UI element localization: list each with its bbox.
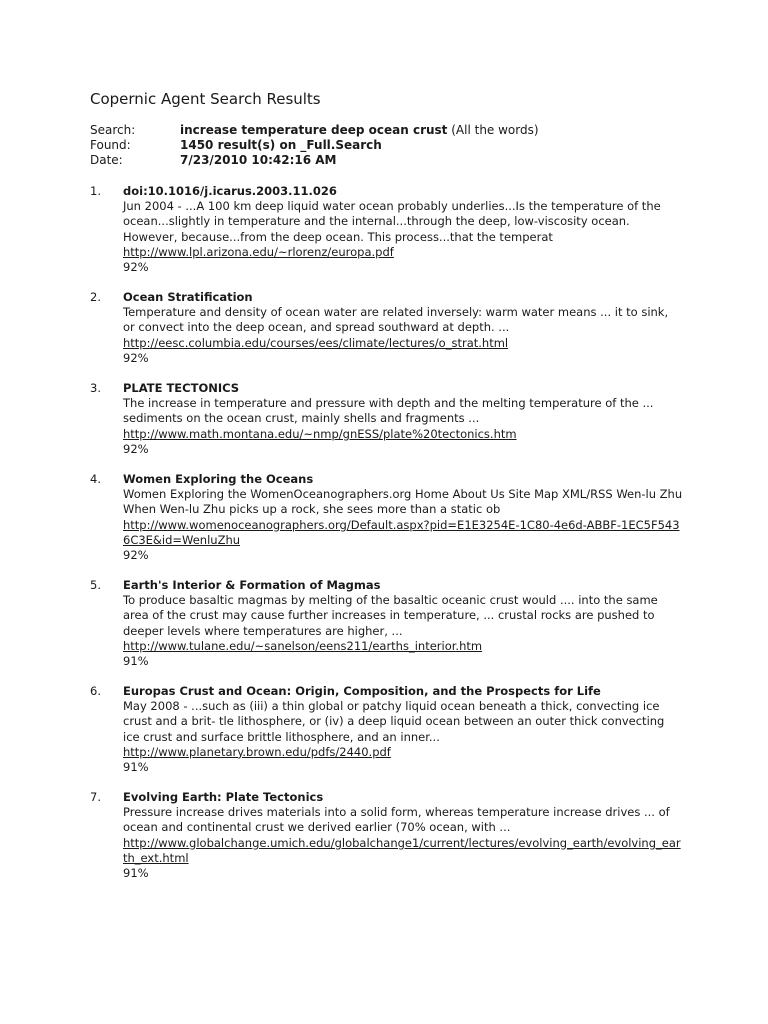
search-meta: [90, 123, 539, 168]
result-snippet: The increase in temperature and pressure with depth and the melting temperature of the ... sediments on the ocean crust, mainly shells and fragments ...: [123, 396, 654, 426]
result-score: 92%: [123, 260, 149, 275]
found-count: 1450 result(s) on _Full.Search: [180, 138, 382, 152]
date-row: [90, 153, 539, 168]
result-title: Evolving Earth: Plate Tectonics: [123, 790, 324, 804]
result-item: [90, 184, 683, 275]
result-snippet: Women Exploring the WomenOceanographers.org Home About Us Site Map XML/RSS Wen-lu Zhu When Wen-lu Zhu picks up a rock, she sees more than a static ob: [123, 487, 683, 517]
result-title: Women Exploring the Oceans: [123, 472, 314, 486]
result-number: 1.: [90, 184, 101, 198]
result-url-link[interactable]: http://www.tulane.edu/~sanelson/eens211/earths_interior.htm: [123, 638, 483, 653]
result-body: [123, 684, 683, 775]
result-body: [123, 578, 683, 669]
result-snippet: Pressure increase drives materials into a solid form, whereas temperature increase drives ... of ocean and continental crust we derived earlier (70% ocean, with ...: [123, 805, 670, 835]
found-label: Found:: [90, 138, 131, 152]
result-body: [123, 472, 683, 563]
result-score: 92%: [123, 350, 149, 365]
result-number: 6.: [90, 684, 101, 698]
date-label: Date:: [90, 153, 123, 167]
result-snippet: Jun 2004 - ...A 100 km deep liquid water ocean probably underlies...Is the temperature of the ocean...slightly in temperature and the internal...through the deep, low-viscosity ocean. However, because...from the deep ocean. This process...that the temperat: [123, 199, 661, 244]
found-value: [180, 138, 382, 153]
result-score: 91%: [123, 866, 149, 881]
date-text: 7/23/2010 10:42:16 AM: [180, 153, 337, 167]
result-item: [90, 290, 683, 366]
result-number: 4.: [90, 472, 101, 486]
result-snippet: To produce basaltic magmas by melting of the basaltic oceanic crust would .... into the same area of the crust may cause further increases in temperature, ... crustal rocks are pushed to deeper levels where temperatures are higher, ...: [123, 593, 658, 638]
search-query: increase temperature deep ocean crust: [180, 123, 448, 137]
result-snippet: Temperature and density of ocean water are related inversely: warm water means ... it to sink, or convect into the deep ocean, and spread southward at depth. ...: [123, 305, 669, 335]
search-value: [180, 123, 539, 138]
result-url-link[interactable]: http://www.lpl.arizona.edu/~rlorenz/europa.pdf: [123, 244, 394, 259]
result-number: 3.: [90, 381, 101, 395]
result-number: 5.: [90, 578, 101, 592]
result-title: Europas Crust and Ocean: Origin, Composition, and the Prospects for Life: [123, 684, 601, 698]
search-mode: (All the words): [447, 123, 539, 137]
result-body: [123, 184, 683, 275]
found-row: [90, 138, 539, 153]
result-title: Earth's Interior & Formation of Magmas: [123, 578, 381, 592]
result-title: doi:10.1016/j.icarus.2003.11.026: [123, 184, 337, 198]
search-label: Search:: [90, 123, 136, 137]
result-title: Ocean Stratification: [123, 290, 253, 304]
page-title: Copernic Agent Search Results: [90, 90, 321, 108]
search-row: [90, 123, 539, 138]
result-score: 92%: [123, 548, 149, 563]
result-item: [90, 381, 683, 457]
result-body: [123, 290, 683, 366]
result-item: [90, 790, 683, 881]
result-score: 91%: [123, 654, 149, 669]
result-url-link[interactable]: http://www.math.montana.edu/~nmp/gnESS/plate%20tectonics.htm: [123, 426, 517, 441]
result-snippet: May 2008 - ...such as (iii) a thin global or patchy liquid ocean beneath a thick, convecting ice crust and a brit- tle lithosphere, or (iv) a deep liquid ocean between an outer thick convecting ice crust and surface brittle lithosphere, and an inner...: [123, 699, 665, 744]
result-url-link[interactable]: http://www.globalchange.umich.edu/globalchange1/current/lectures/evolving_earth/evolving_earth_ext.html: [123, 835, 681, 865]
result-url-link[interactable]: http://www.planetary.brown.edu/pdfs/2440.pdf: [123, 744, 391, 759]
result-url-link[interactable]: http://www.womenoceanographers.org/Default.aspx?pid=E1E3254E-1C80-4e6d-ABBF-1EC5F5436C3E&id=WenluZhu: [123, 517, 680, 547]
result-item: [90, 472, 683, 563]
result-item: [90, 684, 683, 775]
result-score: 91%: [123, 760, 149, 775]
result-number: 2.: [90, 290, 101, 304]
result-item: [90, 578, 683, 669]
result-body: [123, 381, 683, 457]
result-score: 92%: [123, 441, 149, 456]
result-number: 7.: [90, 790, 101, 804]
result-title: PLATE TECTONICS: [123, 381, 240, 395]
date-value: [180, 153, 337, 168]
result-url-link[interactable]: http://eesc.columbia.edu/courses/ees/climate/lectures/o_strat.html: [123, 335, 509, 350]
result-body: [123, 790, 683, 881]
